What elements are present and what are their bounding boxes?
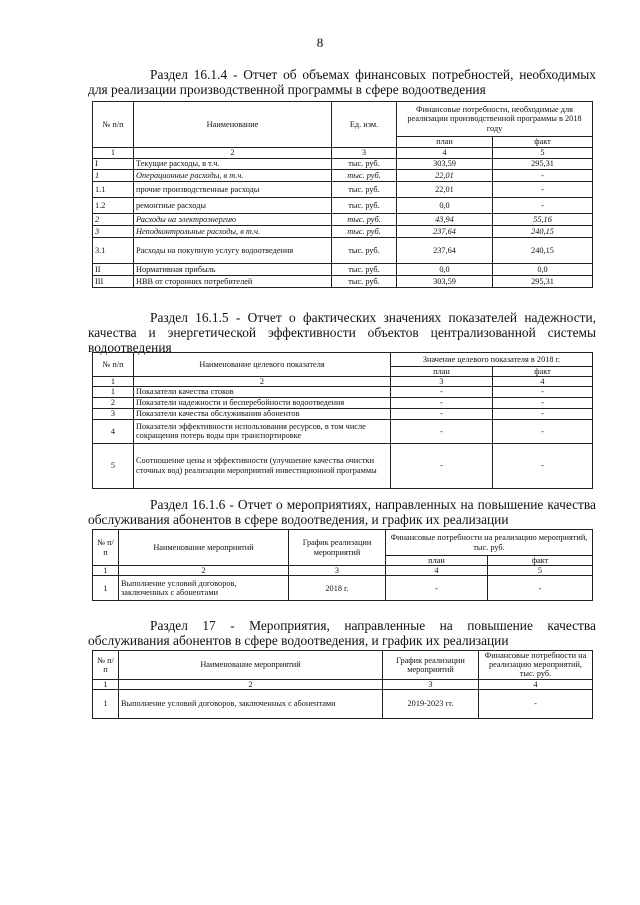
row-num: 1.1: [93, 181, 134, 197]
row-name: Расходы на электроэнергию: [134, 213, 332, 226]
section-16-1-4-title: [88, 67, 596, 97]
index-cell: 3: [332, 147, 397, 158]
row-plan: -: [391, 397, 493, 408]
table-row: [93, 226, 593, 238]
col-header-financial: Финансовые потребности на реализацию мероприятий, тыс. руб.: [479, 651, 593, 680]
index-cell: 2: [134, 377, 391, 387]
col-header-name: Наименование мероприятий: [119, 530, 289, 566]
row-plan: 237,64: [397, 238, 493, 263]
row-plan: -: [391, 408, 493, 419]
row-fact: -: [493, 419, 593, 443]
table-row: [93, 276, 593, 288]
row-name: Показатели качества обслуживания абонентов: [134, 408, 391, 419]
section-title-text: Раздел 16.1.4 - Отчет об объемах финансовых потребностей, необходимых для реализации производственной программы в сфере водоотведения: [88, 67, 596, 97]
row-fact: 295,31: [493, 158, 593, 170]
index-cell: 4: [493, 377, 593, 387]
col-header-name: Наименование целевого показателя: [134, 353, 391, 377]
row-fact: 240,15: [493, 226, 593, 238]
target-indicators-table: [92, 352, 593, 489]
col-header-schedule: График реализации мероприятий: [383, 651, 479, 680]
row-name: ремонтные расходы: [134, 197, 332, 213]
index-row: [93, 679, 593, 689]
col-header-financial: Финансовые потребности на реализацию мероприятий, тыс. руб.: [386, 530, 593, 556]
row-unit: тыс. руб.: [332, 158, 397, 170]
row-num: 1: [93, 689, 119, 718]
table-row: [93, 170, 593, 182]
index-cell: 1: [93, 679, 119, 689]
col-header-name: Наименование: [134, 102, 332, 148]
table-row: [93, 181, 593, 197]
row-num: 2: [93, 397, 134, 408]
col-header-plan: план: [386, 556, 488, 566]
table-row: [93, 238, 593, 263]
index-cell: 3: [289, 566, 386, 576]
row-plan: 303,59: [397, 158, 493, 170]
row-name: Текущие расходы, в т.ч.: [134, 158, 332, 170]
row-num: 3: [93, 226, 134, 238]
row-num: 1.2: [93, 197, 134, 213]
table-row: [93, 263, 593, 276]
row-name: Неподконтрольные расходы, в т.ч.: [134, 226, 332, 238]
index-cell: 1: [93, 147, 134, 158]
row-num: 3: [93, 408, 134, 419]
col-header-num: № п/п: [93, 102, 134, 148]
row-fact: -: [488, 576, 593, 601]
table-row: [93, 387, 593, 397]
row-name: Расходы на покупную услугу водоотведения: [134, 238, 332, 263]
row-unit: тыс. руб.: [332, 181, 397, 197]
section-title-text: Раздел 17 - Мероприятия, направленные на повышение качества обслуживания абонентов в сфере водоотведения, и график их реализации: [88, 618, 596, 648]
table-row: [93, 443, 593, 488]
row-fact: -: [493, 443, 593, 488]
row-fact: 55,16: [493, 213, 593, 226]
index-cell: 2: [119, 566, 289, 576]
row-name: Показатели эффективности использования ресурсов, в том числе сокращения потерь воды при транспортировке: [134, 419, 391, 443]
row-plan: -: [391, 443, 493, 488]
row-num: III: [93, 276, 134, 288]
index-cell: 4: [386, 566, 488, 576]
section-16-1-5-title: [88, 310, 596, 355]
row-plan: 237,64: [397, 226, 493, 238]
col-header-financial: Финансовые потребности, необходимые для реализации производственной программы в 2018 году: [397, 102, 593, 137]
table-row: [93, 419, 593, 443]
col-header-name: Наименование мероприятий: [119, 651, 383, 680]
row-plan: 0,0: [397, 263, 493, 276]
col-header-num: № п/п: [93, 530, 119, 566]
row-num: II: [93, 263, 134, 276]
row-fact: -: [493, 397, 593, 408]
index-cell: 1: [93, 377, 134, 387]
row-name: Выполнение условий договоров, заключенных с абонентами: [119, 689, 383, 718]
section-16-1-6-title: [88, 497, 596, 527]
row-num: 1: [93, 576, 119, 601]
row-plan: 22,01: [397, 181, 493, 197]
row-unit: тыс. руб.: [332, 213, 397, 226]
table-row: [93, 197, 593, 213]
planned-measures-table: [92, 650, 593, 719]
col-header-num: № п/п: [93, 651, 119, 680]
row-fact: -: [493, 170, 593, 182]
row-name: Операционные расходы, в т.ч.: [134, 170, 332, 182]
row-unit: тыс. руб.: [332, 276, 397, 288]
table-row: [93, 408, 593, 419]
row-plan: 22,01: [397, 170, 493, 182]
index-cell: 4: [479, 679, 593, 689]
section-title-text: Раздел 16.1.5 - Отчет о фактических значениях показателей надежности, качества и энергетической эффективности объектов централизованной системы водоотведения: [88, 310, 596, 355]
col-header-plan: план: [391, 367, 493, 377]
row-num: 5: [93, 443, 134, 488]
row-name: НВВ от сторонних потребителей: [134, 276, 332, 288]
col-header-plan: план: [397, 136, 493, 147]
table-row: [93, 576, 593, 601]
row-fact: -: [493, 197, 593, 213]
row-num: 2: [93, 213, 134, 226]
row-unit: тыс. руб.: [332, 197, 397, 213]
col-header-fact: факт: [493, 136, 593, 147]
section-title-text: Раздел 16.1.6 - Отчет о мероприятиях, направленных на повышение качества обслуживания абонентов в сфере водоотведения, и график их реализации: [88, 497, 596, 527]
row-plan: -: [386, 576, 488, 601]
row-schedule: 2019-2023 гг.: [383, 689, 479, 718]
row-plan: 43,94: [397, 213, 493, 226]
col-header-fact: факт: [493, 367, 593, 377]
row-fact: 295,31: [493, 276, 593, 288]
index-cell: 4: [397, 147, 493, 158]
row-name: Выполнение условий договоров, заключенных с абонентами: [119, 576, 289, 601]
row-num: 1: [93, 170, 134, 182]
financial-needs-table: [92, 101, 593, 288]
row-name: Нормативная прибыль: [134, 263, 332, 276]
index-row: [93, 377, 593, 387]
row-fact: 240,15: [493, 238, 593, 263]
table-row: [93, 213, 593, 226]
index-cell: 2: [119, 679, 383, 689]
row-fact: -: [493, 181, 593, 197]
row-num: I: [93, 158, 134, 170]
index-row: [93, 566, 593, 576]
table-row: [93, 397, 593, 408]
row-plan: 303,59: [397, 276, 493, 288]
row-plan: 0,0: [397, 197, 493, 213]
index-cell: 1: [93, 566, 119, 576]
row-unit: тыс. руб.: [332, 226, 397, 238]
index-row: [93, 147, 593, 158]
col-header-num: № п/п: [93, 353, 134, 377]
index-cell: 5: [488, 566, 593, 576]
row-plan: -: [391, 419, 493, 443]
section-17-title: [88, 618, 596, 648]
row-name: прочие производственные расходы: [134, 181, 332, 197]
col-header-schedule: График реализации мероприятий: [289, 530, 386, 566]
row-unit: тыс. руб.: [332, 238, 397, 263]
row-num: 1: [93, 387, 134, 397]
row-name: Показатели надежности и бесперебойности водоотведения: [134, 397, 391, 408]
row-name: Соотношение цены и эффективности (улучшение качества очистки сточных вод) реализации мероприятий инвестиционной программы: [134, 443, 391, 488]
table-row: [93, 158, 593, 170]
customer-service-measures-table: [92, 529, 593, 601]
index-cell: 2: [134, 147, 332, 158]
row-schedule: 2018 г.: [289, 576, 386, 601]
row-fact: 0,0: [493, 263, 593, 276]
col-header-fact: факт: [488, 556, 593, 566]
row-financial: -: [479, 689, 593, 718]
page-number: 8: [316, 35, 324, 50]
row-num: 3.1: [93, 238, 134, 263]
row-fact: -: [493, 387, 593, 397]
row-unit: тыс. руб.: [332, 170, 397, 182]
row-fact: -: [493, 408, 593, 419]
index-cell: 3: [391, 377, 493, 387]
index-cell: 5: [493, 147, 593, 158]
index-cell: 3: [383, 679, 479, 689]
col-header-unit: Ед. изм.: [332, 102, 397, 148]
row-unit: тыс. руб.: [332, 263, 397, 276]
row-plan: -: [391, 387, 493, 397]
row-name: Показатели качества стоков: [134, 387, 391, 397]
col-header-value: Значение целевого показателя в 2018 г.: [391, 353, 593, 367]
row-num: 4: [93, 419, 134, 443]
table-row: [93, 689, 593, 718]
